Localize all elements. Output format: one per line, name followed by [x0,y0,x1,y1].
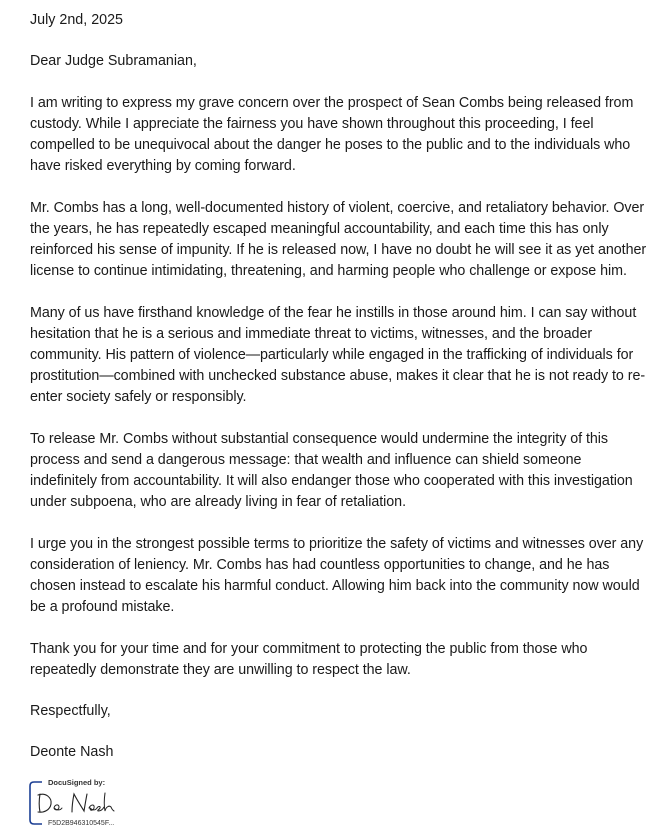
docusign-label: DocuSigned by: [48,778,106,787]
docusign-signature-block [28,778,148,830]
letter-paragraph: I urge you in the strongest possible terms to prioritize the safety of victims and witnesses over any consideration of leniency. Mr. Combs has had countless opportunities to change, and he has chosen instead to escalate his harmful conduct. Allowing him back into the community now would be a profound mistake. [30,536,644,615]
letter-paragraph: Many of us have firsthand knowledge of the fear he instills in those around him. I can say without hesitation that he is a serious and immediate threat to victims, witnesses, and the broader community. His pattern of violence—particularly while engaged in the trafficking of individuals for prostitution—combined with unchecked substance abuse, makes it clear that he is not ready to re-enter society safely or responsibly. [30,305,646,405]
letter-paragraph: I am writing to express my grave concern over the prospect of Sean Combs being released from custody. While I appreciate the fairness you have shown throughout this proceeding, I feel compelled to be unequivocal about the danger he poses to the public and to the individuals who have risked everything by coming forward. [30,95,634,174]
handwritten-signature [34,790,124,818]
letter-date: July 2nd, 2025 [30,12,123,28]
letter-paragraph: To release Mr. Combs without substantial consequence would undermine the integrity of this process and send a dangerous message: that wealth and influence can shield someone indefinitely from accountability. It will also endanger those who cooperated with this investigation under subpoena, who are already living in fear of retaliation. [30,431,633,510]
docusign-envelope-id: F5D2B946310545F... [48,820,115,827]
letter-signer-name: Deonte Nash [30,744,114,760]
letter-paragraph: Thank you for your time and for your commitment to protecting the public from those who repeatedly demonstrate they are unwilling to respect the law. [30,641,588,678]
letter-closing: Respectfully, [30,703,111,719]
letter-salutation: Dear Judge Subramanian, [30,53,197,69]
letter-paragraph: Mr. Combs has a long, well-documented history of violent, coercive, and retaliatory behavior. Over the years, he has repeatedly escaped meaningful accountability, and each time this has only reinforced his sense of impunity. If he is released now, I have no doubt he will see it as yet another license to continue intimidating, threatening, and harming people who challenge or expose him. [30,200,647,279]
